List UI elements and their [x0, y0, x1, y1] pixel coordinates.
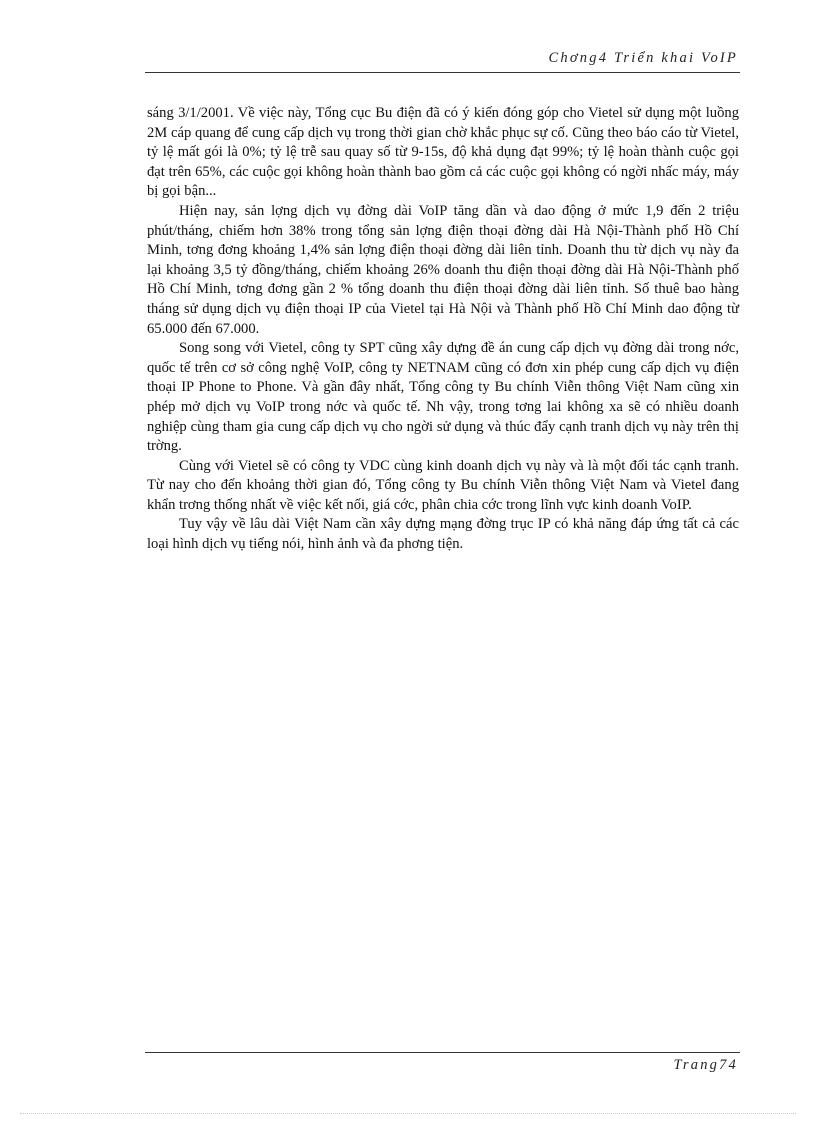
paragraph-continued: sáng 3/1/2001. Về việc này, Tổng cục Bu điện đã có ý kiến đóng góp cho Vietel sử dụng một luồng 2M cáp quang để cung cấp dịch vụ trong thời gian chờ khắc phục sự cố. Cũng theo báo cáo từ Vietel, tỷ lệ mất gói là 0%; tỷ lệ trễ sau quay số từ 9-15s, độ khả dụng đạt 99%; tỷ lệ hoàn thành cuộc gọi đạt trên 65%, các cuộc gọi không hoàn thành bao gồm cả các cuộc gọi không có ngời nhấc máy, máy bị gọi bận...	[147, 105, 739, 200]
footer-rule	[145, 1052, 740, 1053]
paragraph: Tuy vậy về lâu dài Việt Nam cần xây dựng mạng đờng trục IP có khả năng đáp ứng tất cả các loại hình dịch vụ tiếng nói, hình ảnh và đa phơng tiện.	[147, 516, 739, 553]
paragraph: Cùng với Vietel sẽ có công ty VDC cùng kinh doanh dịch vụ này và là một đối tác cạnh tranh. Từ nay cho đến khoảng thời gian đó, Tổng công ty Bu chính Viễn thông Việt Nam và Vietel đang khẩn trơng thống nhất về việc kết nối, giá cớc, phân chia cớc trong lĩnh vực kinh doanh VoIP.	[147, 457, 739, 513]
body-text	[147, 104, 739, 555]
paragraph: Hiện nay, sản lợng dịch vụ đờng dài VoIP tăng dần và dao động ở mức 1,9 đến 2 triệu phút/tháng, chiếm hơn 38% trong tổng sản lợng điện thoại đờng dài Hà Nội-Thành phố Hồ Chí Minh, tơng đơng khoảng 1,4% sản lợng điện thoại đờng dài liên tỉnh. Doanh thu từ dịch vụ này đa lại khoảng 3,5 tỷ đồng/tháng, chiếm khoảng 26% doanh thu điện thoại đờng dài Hà Nội-Thành phố Hồ Chí Minh, tơng đơng gần 2 % tổng doanh thu điện thoại đờng dài liên tỉnh. Số thuê bao hàng tháng sử dụng dịch vụ điện thoại IP của Vietel tại Hà Nội và Thành phố Hồ Chí Minh dao động từ 65.000 đến 67.000.	[147, 202, 739, 337]
page-edge-divider	[20, 1113, 796, 1114]
running-header: Chơng4 Triển khai VoIP	[548, 50, 738, 66]
page-number: Trang74	[673, 1057, 738, 1073]
header-rule	[145, 72, 740, 73]
paragraph: Song song với Vietel, công ty SPT cũng xây dựng đề án cung cấp dịch vụ đờng dài trong nớc, quốc tế trên cơ sở công nghệ VoIP, công ty NETNAM cũng có đơn xin phép cung cấp dịch vụ điện thoại IP Phone to Phone. Và gần đây nhất, Tổng công ty Bu chính Viễn thông Việt Nam cũng xin phép mở dịch vụ VoIP trong nớc và quốc tế. Nh vậy, trong tơng lai không xa sẽ có nhiều doanh nghiệp cùng tham gia cung cấp dịch vụ cho ngời sử dụng và thúc đẩy cạnh tranh dịch vụ này trên thị trờng.	[147, 340, 739, 455]
